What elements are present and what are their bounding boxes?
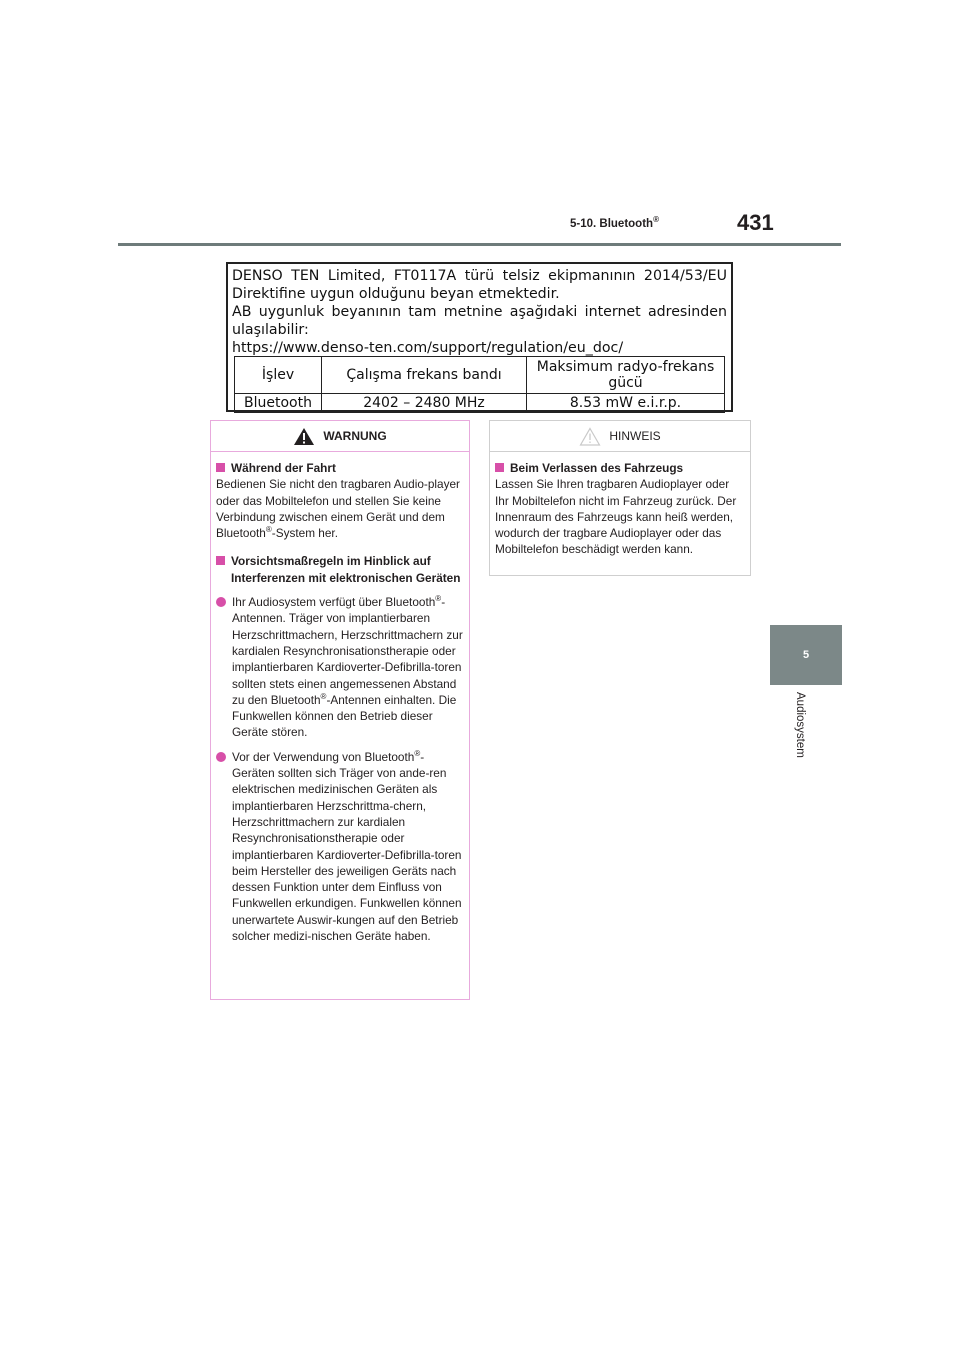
- registered-mark: ®: [265, 525, 272, 535]
- declaration-line: ulaşılabilir:: [232, 322, 309, 338]
- hint-box: [489, 420, 751, 576]
- page-number: 431: [737, 210, 774, 235]
- table-row: [235, 394, 725, 413]
- chapter-label: Audiosystem: [794, 692, 806, 758]
- spacer: [216, 541, 464, 549]
- hint-title: HINWEIS: [609, 429, 661, 443]
- item-text: -Geräten sollten sich Träger von ande-ren elektrischen medizinischen Geräten als implantierbaren Herzschrittma-chern, Herzschrittmachern zur kardialen Resynchronisationstherapie oder implantierbaren Kardioverter-Defibrilla-toren beim Hersteller des jeweiligen Geräts nach dessen Funktion unter dem Einfluss von Funkwellen erkundigen. Funkwellen können unerwartete Auswir-kungen auf den Betrieb solcher medizi-nischen Geräte haben.: [232, 749, 462, 944]
- paragraph-text: -System her.: [271, 526, 338, 541]
- subhead-text: Vorsichtsmaßregeln im Hinblick auf Interferenzen mit elektronischen Geräten: [231, 554, 461, 585]
- table-cell: Bluetooth: [235, 394, 322, 413]
- warning-paragraph: [216, 476, 464, 541]
- list-item: [216, 594, 464, 741]
- circle-bullet-icon: [216, 597, 226, 607]
- square-bullet-icon: [216, 463, 225, 472]
- hint-subhead: [495, 460, 745, 476]
- warning-title-bar: [211, 421, 469, 452]
- paragraph-text: Bedienen Sie nicht den tragbaren Audio-player oder das Mobiltelefon und stellen Sie keine Verbindung zwischen einem Gerät und dem Bluetooth: [216, 477, 460, 541]
- circle-bullet-icon: [216, 752, 226, 762]
- list-item-text: [232, 749, 464, 945]
- declaration-line: Direktifine uygun olduğunu beyan etmektedir.: [232, 286, 560, 302]
- table-cell: 8.53 mW e.i.r.p.: [527, 394, 725, 413]
- item-text: Vor der Verwendung von Bluetooth: [232, 749, 415, 764]
- declaration-line: DENSO TEN Limited, FT0117A türü telsiz ekipmanının 2014/53/EU: [232, 268, 727, 284]
- list-item: [216, 749, 464, 945]
- chapter-number: 5: [802, 649, 810, 661]
- section-title: [570, 215, 659, 230]
- warning-body: [211, 452, 469, 944]
- registered-mark: ®: [414, 748, 421, 758]
- caution-triangle-icon: [579, 427, 601, 446]
- declaration-line: AB uygunluk beyanının tam metnine aşağıdaki internet adresinden: [232, 304, 727, 320]
- hint-paragraph: Lassen Sie Ihren tragbaren Audioplayer oder Ihr Mobiltelefon nicht im Fahrzeug zurück. Der Innenraum des Fahrzeugs kann heiß werden, wodurch der tragbare Audioplayer oder das Mobiltelefon beschädigt werden kann.: [495, 477, 737, 557]
- section-title-text: 5-10. Bluetooth: [570, 218, 654, 230]
- table-header-cell: İşlev: [235, 357, 322, 394]
- header-rule: [118, 243, 841, 246]
- declaration-url: https://www.denso-ten.com/support/regulation/eu_doc/: [232, 340, 624, 356]
- chapter-tab[interactable]: [770, 625, 842, 685]
- table-header-row: [235, 357, 725, 394]
- hint-body: [490, 452, 750, 558]
- subhead-text: Während der Fahrt: [231, 461, 336, 475]
- table-header-cell: Maksimum radyo-frekans gücü: [527, 357, 725, 394]
- item-text: -Antennen. Träger von implantierbaren Herzschrittmachern, Herzschrittmachern zur kardialen Resynchronisationstherapie oder implantierbaren Kardioverter-Defibrilla-toren sollten stets einen angemessenen Abstand zu den Bluetooth: [232, 595, 463, 707]
- square-bullet-icon: [216, 556, 225, 565]
- warning-title: WARNUNG: [323, 429, 387, 443]
- table-header-cell: Çalışma frekans bandı: [322, 357, 527, 394]
- hint-title-bar: [490, 421, 750, 452]
- warning-subhead: [216, 553, 464, 586]
- table-cell: 2402 – 2480 MHz: [322, 394, 527, 413]
- registered-mark: ®: [320, 691, 327, 701]
- warning-box: [210, 420, 470, 1000]
- subhead-text: Beim Verlassen des Fahrzeugs: [510, 461, 684, 475]
- square-bullet-icon: [495, 463, 504, 472]
- warning-subhead: [216, 460, 464, 476]
- list-item-text: [232, 594, 464, 741]
- item-text: -Antennen einhalten. Die Funkwellen können den Betrieb dieser Geräte stören.: [232, 692, 457, 740]
- eu-declaration: [226, 262, 733, 412]
- frequency-table: [234, 356, 725, 413]
- registered-mark: ®: [435, 594, 442, 604]
- warning-triangle-icon: [293, 427, 315, 446]
- item-text: Ihr Audiosystem verfügt über Bluetooth: [232, 595, 436, 610]
- registered-mark: ®: [653, 215, 659, 225]
